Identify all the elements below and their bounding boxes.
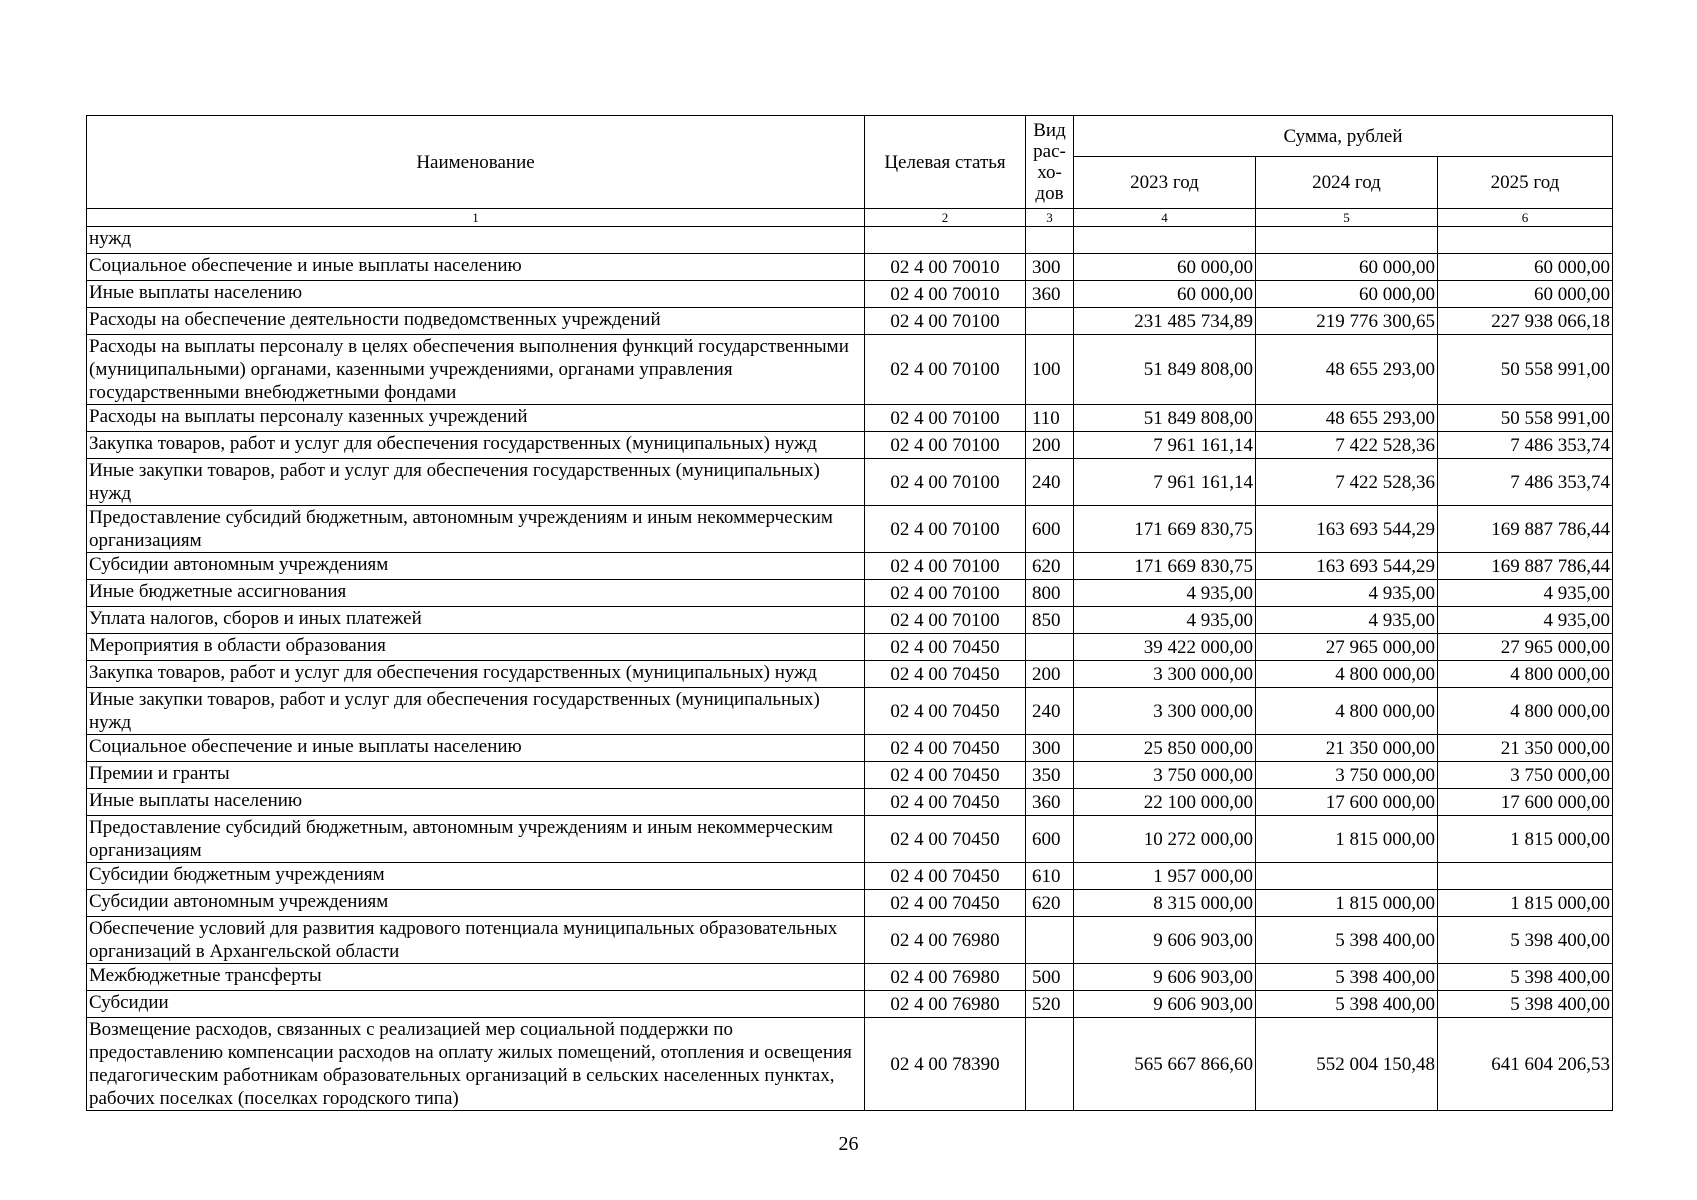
row-sum-2025: 1 815 000,00 [1438,816,1613,863]
row-target-article: 02 4 00 70450 [865,661,1026,688]
row-sum-2023: 565 667 866,60 [1074,1018,1256,1111]
table-row [87,688,1613,735]
row-sum-2025: 21 350 000,00 [1438,735,1613,762]
row-sum-2023: 25 850 000,00 [1074,735,1256,762]
table-row [87,607,1613,634]
table-row [87,917,1613,964]
row-target-article: 02 4 00 70100 [865,308,1026,335]
row-sum-2025: 227 938 066,18 [1438,308,1613,335]
row-expense-type [1026,917,1074,964]
row-sum-2023: 51 849 808,00 [1074,335,1256,405]
row-sum-2024: 1 815 000,00 [1256,816,1438,863]
row-name: Иные закупки товаров, работ и услуг для обеспечения государственных (муниципальных) нужд [87,688,865,735]
row-target-article: 02 4 00 76980 [865,991,1026,1018]
row-target-article: 02 4 00 70450 [865,789,1026,816]
row-sum-2024: 7 422 528,36 [1256,459,1438,506]
row-expense-type: 850 [1026,607,1074,634]
row-sum-2024: 163 693 544,29 [1256,553,1438,580]
row-target-article: 02 4 00 70450 [865,634,1026,661]
row-name: Межбюджетные трансферты [87,964,865,991]
row-name: Иные выплаты населению [87,789,865,816]
row-sum-2023: 39 422 000,00 [1074,634,1256,661]
row-name: Обеспечение условий для развития кадрового потенциала муниципальных образовательных организаций в Архангельской области [87,917,865,964]
row-sum-2025: 641 604 206,53 [1438,1018,1613,1111]
row-name: Мероприятия в области образования [87,634,865,661]
row-name: Субсидии [87,991,865,1018]
row-sum-2025: 60 000,00 [1438,281,1613,308]
row-sum-2024: 4 800 000,00 [1256,661,1438,688]
row-sum-2025: 50 558 991,00 [1438,335,1613,405]
row-sum-2025: 60 000,00 [1438,254,1613,281]
header-year-2024: 2024 год [1256,157,1438,209]
row-name: Расходы на обеспечение деятельности подведомственных учреждений [87,308,865,335]
row-expense-type: 800 [1026,580,1074,607]
row-expense-type: 240 [1026,688,1074,735]
row-sum-2024: 5 398 400,00 [1256,917,1438,964]
table-row [87,816,1613,863]
row-target-article: 02 4 00 70100 [865,405,1026,432]
column-number: 4 [1074,209,1256,227]
row-sum-2024: 163 693 544,29 [1256,506,1438,553]
row-expense-type: 610 [1026,863,1074,890]
row-sum-2025: 1 815 000,00 [1438,890,1613,917]
row-name: Субсидии автономным учреждениям [87,890,865,917]
table-row [87,335,1613,405]
row-target-article: 02 4 00 70100 [865,335,1026,405]
row-sum-2023: 4 935,00 [1074,607,1256,634]
row-sum-2023: 7 961 161,14 [1074,432,1256,459]
row-sum-2024: 4 935,00 [1256,580,1438,607]
row-sum-2023: 60 000,00 [1074,254,1256,281]
row-sum-2025: 4 800 000,00 [1438,688,1613,735]
table-row [87,890,1613,917]
row-sum-2025: 5 398 400,00 [1438,991,1613,1018]
column-number: 6 [1438,209,1613,227]
row-name: Предоставление субсидий бюджетным, автономным учреждениям и иным некоммерческим организациям [87,816,865,863]
row-expense-type: 350 [1026,762,1074,789]
row-sum-2025: 169 887 786,44 [1438,553,1613,580]
page-number: 26 [838,1133,859,1155]
row-target-article: 02 4 00 70450 [865,762,1026,789]
header-expense-type: Вид рас-хо-дов [1026,116,1074,209]
header-target-article: Целевая статья [865,116,1026,209]
row-sum-2023: 231 485 734,89 [1074,308,1256,335]
budget-table [86,115,1613,1111]
row-sum-2024: 5 398 400,00 [1256,991,1438,1018]
row-expense-type: 600 [1026,506,1074,553]
row-name: Закупка товаров, работ и услуг для обеспечения государственных (муниципальных) нужд [87,661,865,688]
row-expense-type: 360 [1026,281,1074,308]
table-row [87,432,1613,459]
row-sum-2024: 1 815 000,00 [1256,890,1438,917]
row-sum-2025: 3 750 000,00 [1438,762,1613,789]
row-target-article: 02 4 00 70450 [865,863,1026,890]
row-name: Социальное обеспечение и иные выплаты населению [87,735,865,762]
table-row [87,991,1613,1018]
row-target-article: 02 4 00 70100 [865,459,1026,506]
row-target-article: 02 4 00 70010 [865,281,1026,308]
table-row [87,506,1613,553]
row-target-article: 02 4 00 76980 [865,917,1026,964]
row-expense-type: 110 [1026,405,1074,432]
row-sum-2024: 4 800 000,00 [1256,688,1438,735]
row-sum-2025: 4 935,00 [1438,580,1613,607]
row-sum-2023: 7 961 161,14 [1074,459,1256,506]
table-row [87,405,1613,432]
table-row [87,553,1613,580]
row-sum-2024: 48 655 293,00 [1256,335,1438,405]
row-expense-type: 300 [1026,735,1074,762]
row-sum-2023: 51 849 808,00 [1074,405,1256,432]
row-sum-2023: 4 935,00 [1074,580,1256,607]
row-sum-2025: 5 398 400,00 [1438,917,1613,964]
row-sum-2024: 60 000,00 [1256,254,1438,281]
row-sum-2023: 3 300 000,00 [1074,661,1256,688]
row-name: Субсидии бюджетным учреждениям [87,863,865,890]
row-sum-2024: 21 350 000,00 [1256,735,1438,762]
row-sum-2023: 171 669 830,75 [1074,553,1256,580]
row-target-article: 02 4 00 70450 [865,816,1026,863]
row-expense-type: 300 [1026,254,1074,281]
row-sum-2025: 169 887 786,44 [1438,506,1613,553]
row-sum-2023: 9 606 903,00 [1074,917,1256,964]
row-sum-2024: 27 965 000,00 [1256,634,1438,661]
table-row [87,634,1613,661]
row-expense-type: 500 [1026,964,1074,991]
table-row [87,459,1613,506]
header-year-2025: 2025 год [1438,157,1613,209]
row-sum-2023: 10 272 000,00 [1074,816,1256,863]
row-name: Уплата налогов, сборов и иных платежей [87,607,865,634]
column-number: 1 [87,209,865,227]
row-sum-2024 [1256,863,1438,890]
row-sum-2024: 5 398 400,00 [1256,964,1438,991]
row-sum-2025: 27 965 000,00 [1438,634,1613,661]
row-expense-type: 620 [1026,890,1074,917]
row-target-article [865,227,1026,254]
header-sum: Сумма, рублей [1074,116,1613,157]
row-expense-type: 520 [1026,991,1074,1018]
row-sum-2023: 22 100 000,00 [1074,789,1256,816]
row-sum-2023: 9 606 903,00 [1074,991,1256,1018]
row-name: Расходы на выплаты персоналу казенных учреждений [87,405,865,432]
row-sum-2024: 7 422 528,36 [1256,432,1438,459]
row-name: Предоставление субсидий бюджетным, автономным учреждениям и иным некоммерческим организациям [87,506,865,553]
table-row [87,863,1613,890]
row-target-article: 02 4 00 70010 [865,254,1026,281]
row-name: Закупка товаров, работ и услуг для обеспечения государственных (муниципальных) нужд [87,432,865,459]
row-name: Премии и гранты [87,762,865,789]
table-row [87,735,1613,762]
column-number: 3 [1026,209,1074,227]
row-sum-2023: 3 300 000,00 [1074,688,1256,735]
row-name: Иные бюджетные ассигнования [87,580,865,607]
row-name: Иные закупки товаров, работ и услуг для обеспечения государственных (муниципальных) нужд [87,459,865,506]
row-expense-type: 200 [1026,432,1074,459]
row-name: Возмещение расходов, связанных с реализацией мер социальной поддержки по предоставлению компенсации расходов на оплату жилых помещений, отопления и освещения педагогическим работникам образовательных организаций в сельских населенных пунктах, рабочих поселках (поселках городского типа) [87,1018,865,1111]
header-year-2023: 2023 год [1074,157,1256,209]
row-sum-2024: 60 000,00 [1256,281,1438,308]
row-target-article: 02 4 00 70100 [865,580,1026,607]
row-sum-2024: 17 600 000,00 [1256,789,1438,816]
column-number: 5 [1256,209,1438,227]
row-expense-type [1026,1018,1074,1111]
row-sum-2025: 50 558 991,00 [1438,405,1613,432]
row-sum-2023: 9 606 903,00 [1074,964,1256,991]
row-target-article: 02 4 00 70450 [865,735,1026,762]
row-target-article: 02 4 00 70100 [865,607,1026,634]
row-sum-2025: 4 935,00 [1438,607,1613,634]
table-row [87,580,1613,607]
row-expense-type: 620 [1026,553,1074,580]
row-expense-type: 200 [1026,661,1074,688]
row-sum-2023: 171 669 830,75 [1074,506,1256,553]
row-expense-type [1026,308,1074,335]
row-sum-2025: 7 486 353,74 [1438,432,1613,459]
row-sum-2023: 3 750 000,00 [1074,762,1256,789]
row-target-article: 02 4 00 70450 [865,688,1026,735]
row-expense-type: 600 [1026,816,1074,863]
row-sum-2025: 7 486 353,74 [1438,459,1613,506]
row-name: нужд [87,227,865,254]
row-target-article: 02 4 00 76980 [865,964,1026,991]
table-row [87,789,1613,816]
row-sum-2025 [1438,863,1613,890]
row-sum-2023: 8 315 000,00 [1074,890,1256,917]
column-number: 2 [865,209,1026,227]
row-sum-2024 [1256,227,1438,254]
row-sum-2023: 60 000,00 [1074,281,1256,308]
table-row [87,964,1613,991]
table-row [87,762,1613,789]
row-sum-2025: 5 398 400,00 [1438,964,1613,991]
table-row [87,254,1613,281]
row-expense-type [1026,634,1074,661]
header-name: Наименование [87,116,865,209]
row-name: Иные выплаты населению [87,281,865,308]
row-sum-2024: 552 004 150,48 [1256,1018,1438,1111]
row-expense-type: 360 [1026,789,1074,816]
row-name: Расходы на выплаты персоналу в целях обеспечения выполнения функций государственными (муниципальными) органами, казенными учреждениями, органами управления государственными внебюджетными фондами [87,335,865,405]
row-target-article: 02 4 00 70100 [865,553,1026,580]
table-row [87,661,1613,688]
row-sum-2024: 3 750 000,00 [1256,762,1438,789]
row-sum-2024: 48 655 293,00 [1256,405,1438,432]
row-sum-2023: 1 957 000,00 [1074,863,1256,890]
row-expense-type [1026,227,1074,254]
row-target-article: 02 4 00 70450 [865,890,1026,917]
row-expense-type: 240 [1026,459,1074,506]
row-target-article: 02 4 00 70100 [865,506,1026,553]
row-expense-type: 100 [1026,335,1074,405]
row-sum-2023 [1074,227,1256,254]
row-sum-2024: 219 776 300,65 [1256,308,1438,335]
table-row [87,227,1613,254]
row-target-article: 02 4 00 78390 [865,1018,1026,1111]
table-row [87,308,1613,335]
table-row [87,1018,1613,1111]
row-sum-2025: 17 600 000,00 [1438,789,1613,816]
row-target-article: 02 4 00 70100 [865,432,1026,459]
row-name: Социальное обеспечение и иные выплаты населению [87,254,865,281]
row-sum-2024: 4 935,00 [1256,607,1438,634]
row-sum-2025 [1438,227,1613,254]
table-row [87,281,1613,308]
table-body [87,227,1613,1111]
row-sum-2025: 4 800 000,00 [1438,661,1613,688]
row-name: Субсидии автономным учреждениям [87,553,865,580]
